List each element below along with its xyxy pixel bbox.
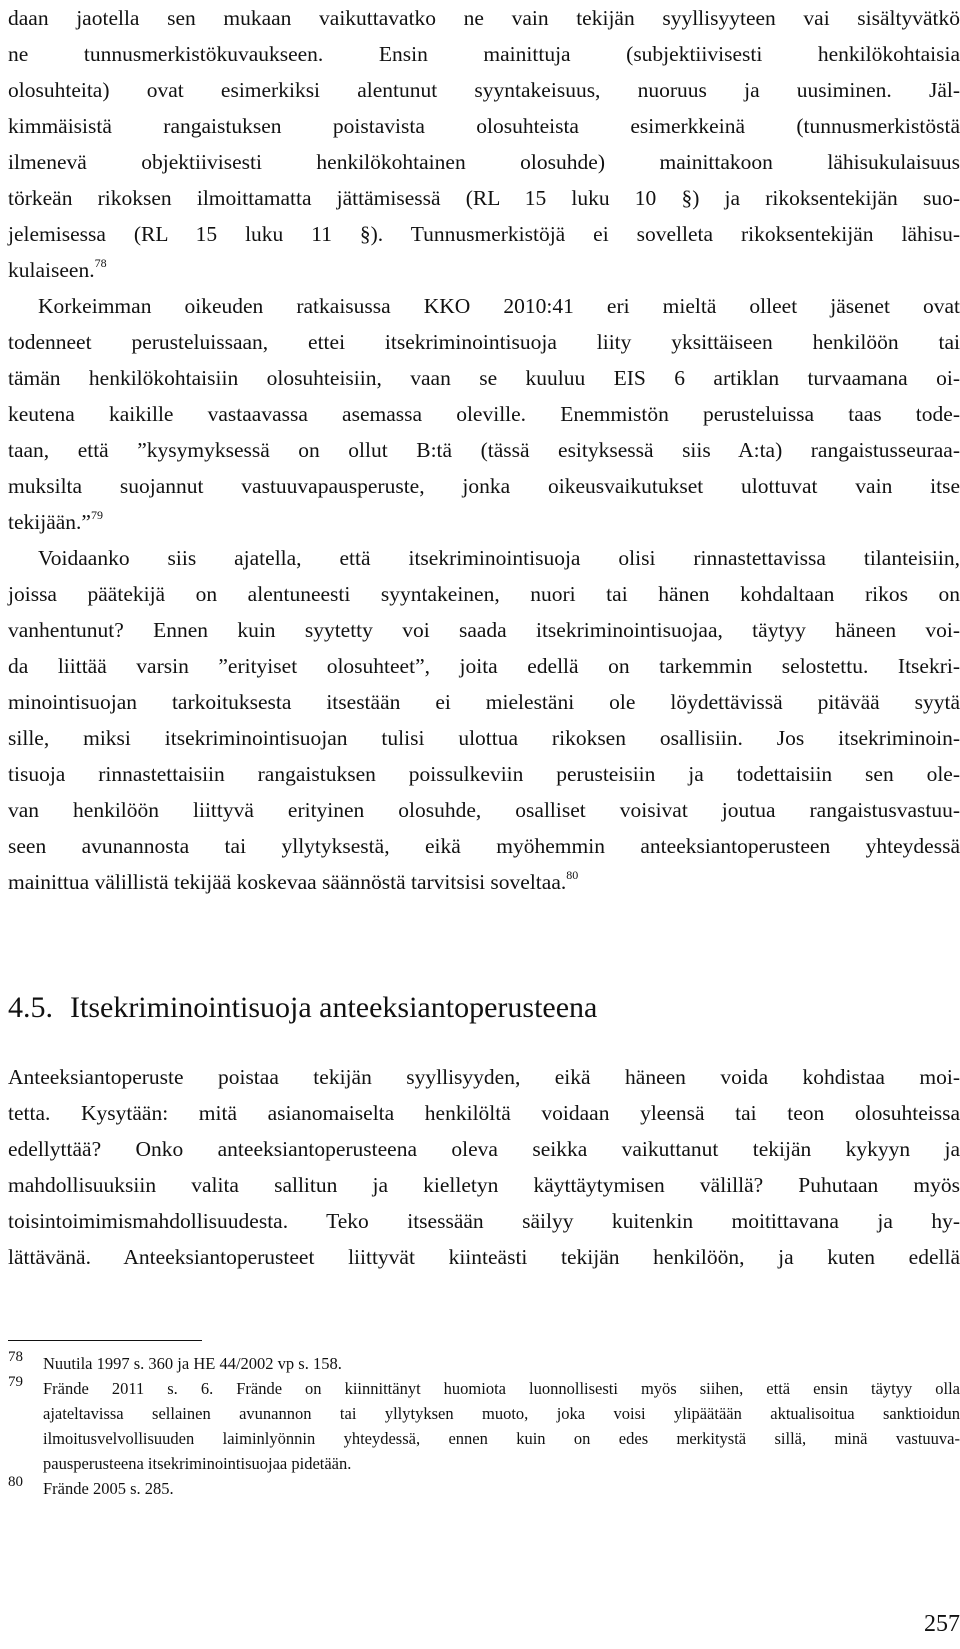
footnote-line: ajateltavissa sellainen avunannon tai yllytyksen muoto, joka voisi ylipäätään aktualisoitua sanktioidun [43, 1404, 960, 1423]
text-line: olosuhteita) ovat esimerkiksi alentunut syyntakeisuus, nuoruus ja uusiminen. Jäl- [8, 78, 960, 102]
page-number: 257 [924, 1611, 960, 1637]
text-line: taan, että ”kysymyksessä on ollut B:tä (tässä esityksessä siis A:ta) rangaistusseuraa- [8, 438, 960, 462]
text-line: minointisuojan tarkoituksesta itsestään ei mielestäni ole löydettävissä pitävää syytä [8, 690, 960, 714]
text-line: toisintoimimismahdollisuudesta. Teko itsessään säilyy kuitenkin moitittavana ja hy- [8, 1209, 960, 1233]
footnote-line: Frände 2005 s. 285. [43, 1479, 174, 1498]
text-line [8, 864, 578, 900]
section-title: Itsekriminointisuoja anteeksiantoperusteena [70, 991, 598, 1024]
text-line: sille, miksi itsekriminointisuojan tulisi ulottua rikoksen osallisiin. Jos itsekriminoin- [8, 726, 960, 750]
text-line: tisuoja rinnastettaisiin rangaistuksen poissulkeviin perusteisiin ja todettaisiin sen ole- [8, 762, 960, 786]
text-line: lättävänä. Anteeksiantoperusteet liittyvät kiinteästi tekijän henkilöön, ja kuten edellä [8, 1245, 960, 1269]
text-line: ilmenevä objektiivisesti henkilökohtainen olosuhde) mainittakoon lähisukulaisuus [8, 150, 960, 174]
text-line: Voidaanko siis ajatella, että itsekriminointisuoja olisi rinnastettavissa tilanteisiin, [38, 546, 960, 570]
footnote-number: 78 [8, 1349, 23, 1365]
text-line [8, 252, 107, 288]
footnote-ref-78[interactable]: 78 [94, 255, 107, 270]
text-line: jelemisessa (RL 15 luku 11 §). Tunnusmerkistöjä ei sovelleta rikoksentekijän lähisu- [8, 222, 960, 246]
footnote-separator [8, 1340, 202, 1341]
text-line: keutena kaikille vastaavassa asemassa oleville. Enemmistön perusteluissa taas tode- [8, 402, 960, 426]
footnote-line: Frände 2011 s. 6. Frände on kiinnittänyt huomiota luonnollisesti myös siihen, että ensin täytyy olla [43, 1379, 960, 1398]
text-line: seen avunannosta tai yllytyksestä, eikä myöhemmin anteeksiantoperusteen yhteydessä [8, 834, 960, 858]
footnote-ref-80[interactable]: 80 [566, 867, 579, 882]
section-heading [8, 988, 597, 1028]
text-line-end: tekijään.” [8, 510, 91, 534]
text-line-end: mainittua välillistä tekijää koskevaa säännöstä tarvitsisi soveltaa. [8, 870, 567, 894]
footnote-line: ilmoitusvelvollisuuden laiminlyönnin yhteydessä, ennen kuin on edes merkitystä sillä, minä vastuuva- [43, 1429, 960, 1448]
footnote-number: 80 [8, 1474, 23, 1490]
text-line: Korkeimman oikeuden ratkaisussa KKO 2010:41 eri mieltä olleet jäsenet ovat [38, 294, 960, 318]
text-line: ne tunnusmerkistökuvaukseen. Ensin mainittuja (subjektiivisesti henkilökohtaisia [8, 42, 960, 66]
text-line: van henkilöön liittyvä erityinen olosuhde, osalliset voisivat joutua rangaistusvastuu- [8, 798, 960, 822]
text-line [8, 504, 103, 540]
text-line: joissa päätekijä on alentuneesti syyntakeinen, nuori tai hänen kohdaltaan rikos on [8, 582, 960, 606]
text-line: muksilta suojannut vastuuvapausperuste, jonka oikeusvaikutukset ulottuvat vain itse [8, 474, 960, 498]
text-line: todenneet perusteluissaan, ettei itsekriminointisuoja liity yksittäiseen henkilöön tai [8, 330, 960, 354]
text-line: daan jaotella sen mukaan vaikuttavatko ne vain tekijän syyllisyyteen vai sisältyvätkö [8, 6, 960, 30]
text-line: edellyttää? Onko anteeksiantoperusteena oleva seikka vaikuttanut tekijän kykyyn ja [8, 1137, 960, 1161]
text-line: törkeän rikoksen ilmoittamatta jättämisessä (RL 15 luku 10 §) ja rikoksentekijän suo- [8, 186, 960, 210]
text-line: tetta. Kysytään: mitä asianomaiselta henkilöltä voidaan yleensä tai teon olosuhteissa [8, 1101, 960, 1125]
text-line-end: kulaiseen. [8, 258, 95, 282]
text-line: Anteeksiantoperuste poistaa tekijän syyllisyyden, eikä häneen voida kohdistaa moi- [8, 1065, 960, 1089]
section-number: 4.5. [8, 991, 53, 1024]
text-line: tämän henkilökohtaisiin olosuhteisiin, vaan se kuuluu EIS 6 artiklan turvaamana oi- [8, 366, 960, 390]
text-line: vanhentunut? Ennen kuin syytetty voi saada itsekriminointisuojaa, täytyy häneen voi- [8, 618, 960, 642]
footnote-ref-79[interactable]: 79 [90, 507, 103, 522]
footnote-line: Nuutila 1997 s. 360 ja HE 44/2002 vp s. 158. [43, 1354, 342, 1373]
footnote-line: pausperusteena itsekriminointisuojaa pidetään. [43, 1454, 352, 1473]
text-line: mahdollisuuksiin valita sallitun ja kielletyn käyttäytymisen välillä? Puhutaan myös [8, 1173, 960, 1197]
text-line: kimmäisistä rangaistuksen poistavista olosuhteista esimerkkeinä (tunnusmerkistöstä [8, 114, 960, 138]
text-line: da liittää varsin ”erityiset olosuhteet”, joita edellä on tarkemmin selostettu. Itsekri- [8, 654, 960, 678]
footnote-number: 79 [8, 1374, 23, 1390]
